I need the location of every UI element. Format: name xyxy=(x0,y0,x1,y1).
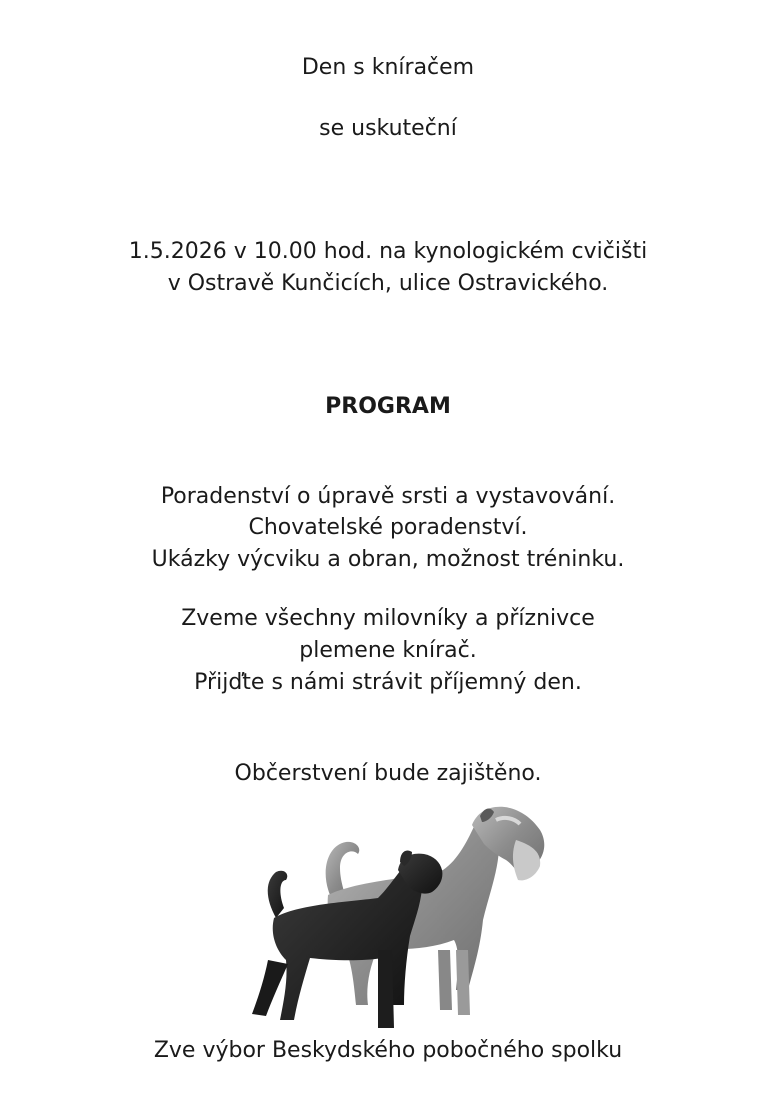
program-item: Chovatelské poradenství. xyxy=(248,515,528,540)
program-item: Poradenství o úpravě srsti a vystavování. xyxy=(160,484,616,509)
program-heading: PROGRAM xyxy=(325,394,451,419)
invitation-line: Zveme všechny milovníky a příznivce xyxy=(181,606,595,631)
flyer-title: Den s kníračem xyxy=(301,55,475,80)
event-datetime-place: 1.5.2026 v 10.00 hod. na kynologickém cvičišti xyxy=(128,239,648,264)
program-item: Ukázky výcviku a obran, možnost tréninku. xyxy=(151,547,625,572)
flyer-subtitle: se uskuteční xyxy=(319,116,457,141)
refreshments-note: Občerstvení bude zajištěno. xyxy=(234,761,542,786)
footer-invitation: Zve výbor Beskydského pobočného spolku xyxy=(153,1038,623,1063)
event-location: v Ostravě Kunčicích, ulice Ostravického. xyxy=(167,271,609,296)
invitation-line: plemene knírač. xyxy=(299,638,477,663)
schnauzer-dogs-photo xyxy=(228,800,558,1040)
invitation-line: Přijďte s námi strávit příjemný den. xyxy=(194,670,582,695)
